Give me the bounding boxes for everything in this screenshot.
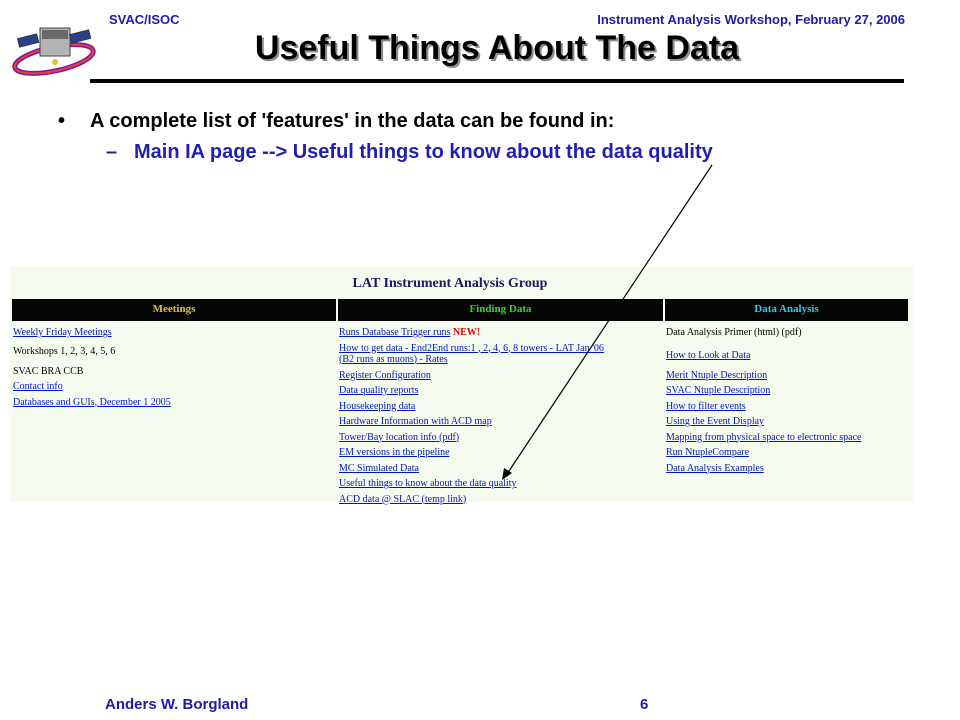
list-item[interactable]: Tower/Bay location info (pdf) bbox=[339, 431, 460, 443]
list-item[interactable]: Workshops 1, 2, 3, 4, 5, 6 bbox=[13, 345, 116, 357]
bullet-dash: – bbox=[106, 141, 118, 163]
list-item[interactable]: Weekly Friday Meetings bbox=[13, 327, 112, 338]
header-org: SVAC/ISOC bbox=[109, 12, 180, 27]
new-badge: NEW! bbox=[452, 327, 481, 338]
list-item[interactable]: Register Configuration bbox=[339, 369, 431, 381]
list-item[interactable]: Data Analysis Primer (html) (pdf) bbox=[666, 327, 802, 338]
list-item[interactable]: Run NtupleCompare bbox=[666, 447, 750, 458]
list-item[interactable]: How to filter events bbox=[666, 400, 746, 412]
list-item[interactable]: Merit Ntuple Description bbox=[666, 369, 768, 381]
list-item[interactable]: Databases and GUIs, December 1 2005 bbox=[13, 396, 171, 408]
footer-author: Anders W. Borgland bbox=[105, 696, 249, 713]
list-item[interactable]: Contact info bbox=[13, 381, 63, 392]
list-item[interactable]: Data Analysis Examples bbox=[666, 462, 764, 474]
bullet-sub-text: Main IA page --> Useful things to know about the data quality bbox=[134, 141, 713, 163]
list-item[interactable]: ACD data @ SLAC (temp link) bbox=[339, 493, 467, 505]
list-item[interactable]: How to Look at Data bbox=[666, 349, 751, 361]
list-item[interactable]: EM versions in the pipeline bbox=[339, 447, 450, 458]
bullet-main-text: A complete list of 'features' in the data can be found in: bbox=[90, 110, 615, 132]
list-item[interactable]: Housekeeping data bbox=[339, 400, 416, 412]
list-item[interactable]: Runs Database Trigger runs NEW! bbox=[339, 327, 481, 338]
bullet-dot: • bbox=[58, 110, 66, 132]
webpage-title: LAT Instrument Analysis Group bbox=[352, 276, 548, 291]
header-event: Instrument Analysis Workshop, February 27, 2006 bbox=[597, 12, 905, 27]
list-item[interactable]: Hardware Information with ACD map bbox=[339, 416, 492, 427]
list-item[interactable]: Mapping from physical space to electronic space bbox=[666, 431, 862, 443]
page-number: 6 bbox=[640, 696, 649, 713]
list-item[interactable]: Data quality reports bbox=[339, 385, 419, 396]
column-heading-finding-data: Finding Data bbox=[338, 299, 665, 321]
list-item[interactable]: SVAC Ntuple Description bbox=[666, 385, 771, 396]
slide-title: Useful Things About The Data bbox=[254, 29, 740, 67]
list-item[interactable]: Using the Event Display bbox=[666, 416, 765, 427]
column-heading-meetings: Meetings bbox=[12, 299, 338, 321]
list-item[interactable]: MC Simulated Data bbox=[339, 462, 419, 474]
column-heading-data-analysis: Data Analysis bbox=[665, 299, 910, 321]
list-item[interactable]: SVAC BRA CCB bbox=[13, 365, 84, 377]
list-item-data-quality-link[interactable]: Useful things to know about the data quality bbox=[339, 478, 517, 489]
list-item[interactable]: How to get data - End2End runs:1 , 2, 4, 6, 8 towers - LAT Jan '06 (B2 runs as muons) - Rates bbox=[339, 342, 604, 365]
